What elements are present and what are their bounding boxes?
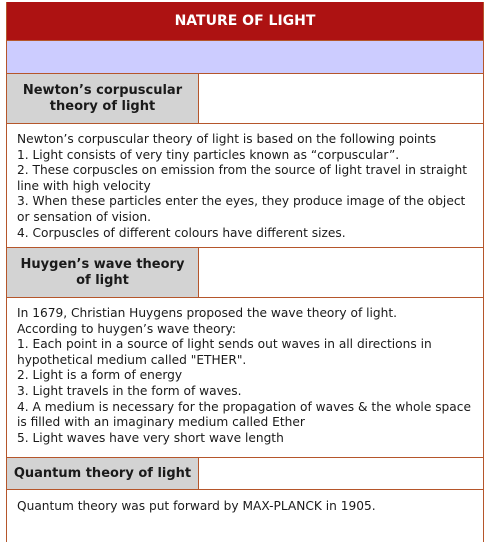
- text-line: In 1679, Christian Huygens proposed the wave theory of light.: [17, 306, 397, 320]
- section-heading-quantum: Quantum theory of light: [7, 458, 199, 489]
- text-line: Quantum theory was put forward by MAX-PLANCK in 1905.: [17, 499, 376, 513]
- section-heading-row-newton: [7, 74, 483, 124]
- text-line: 2. Light is a form of energy: [17, 368, 183, 383]
- header-band: [7, 40, 483, 74]
- section-heading-row-huygen: [7, 248, 483, 298]
- document-page: [6, 2, 484, 542]
- text-line: Newton’s corpuscular theory of light is based on the following points: [17, 132, 437, 146]
- text-line: 3. Light travels in the form of waves.: [17, 383, 242, 398]
- section-heading-newton: Newton’s corpuscular theory of light: [7, 74, 199, 123]
- text-line: According to huygen’s wave theory:: [17, 321, 236, 336]
- text-line: 4. A medium is necessary for the propagation of waves & the whole space is filled with an imaginary medium called Ether: [17, 399, 471, 430]
- text-line: 5. Light waves have very short wave length: [17, 430, 284, 445]
- text-line: 4. Corpuscles of different colours have different sizes.: [17, 225, 346, 240]
- text-line: 1. Each point in a source of light sends out waves in all directions in hypothetical medium called "ETHER".: [17, 337, 432, 367]
- text-line: 2. These corpuscles on emission from the source of light travel in straight line with high velocity: [17, 163, 468, 193]
- section-body-quantum: [7, 490, 483, 530]
- section-heading-huygen: Huygen’s wave theory of light: [7, 248, 199, 297]
- text-line: 1. Light consists of very tiny particles known as “corpuscular”.: [17, 147, 400, 162]
- section-body-huygen: [7, 298, 483, 458]
- page-title: NATURE OF LIGHT: [7, 2, 483, 40]
- section-heading-row-quantum: [7, 458, 483, 490]
- section-body-newton: [7, 124, 483, 248]
- text-line: 3. When these particles enter the eyes, they produce image of the object or sensation of vision.: [17, 194, 466, 224]
